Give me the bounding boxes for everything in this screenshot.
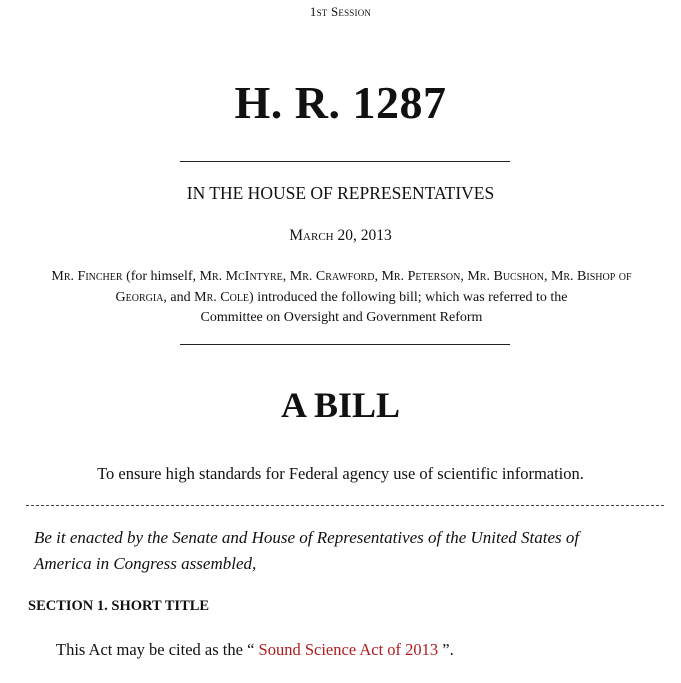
enacting-clause [34,525,664,577]
for-himself-text: (for himself, [122,269,200,284]
citation-text-before: This Act may be cited as the “ [56,640,259,659]
separator: , and [163,289,195,305]
session-label: 1st Session [309,4,372,19]
enacting-clause-line1: Be it enacted by the Senate and House of Representatives of the United States of [34,528,580,547]
chamber-heading: IN THE HOUSE OF REPRESENTATIVES [186,183,495,203]
cosponsor: Mr. Peterson [381,269,461,284]
top-divider [180,161,510,162]
committee-name: Committee on Oversight and Government Reform [200,310,483,325]
bottom-divider [180,344,510,345]
bill-title: A BILL [280,385,401,425]
bill-number: H. R. 1287 [234,77,447,128]
sponsor-name: Fincher [77,269,123,284]
separator: , [543,269,551,284]
cosponsor: Mr. Bishop of Georgia [115,269,632,305]
dotted-divider [26,505,664,506]
separator: , [374,269,382,284]
introduced-text: ) introduced the following bill; which was referred to the [249,289,568,305]
cosponsor: Mr. Cole [194,289,250,305]
short-title-link[interactable]: Sound Science Act of 2013 [258,640,439,659]
sponsor-title: Mr. [51,269,75,284]
separator: , [282,269,290,284]
cosponsor: Mr. Bucshon [467,269,544,284]
citation-text-after: ”. [438,640,454,659]
introduction-date: March 20, 2013 [289,227,392,244]
bill-purpose: To ensure high standards for Federal agency use of scientific information. [97,464,584,483]
separator: , [460,269,468,284]
citation-paragraph [56,640,454,660]
cosponsor: Mr. Crawford [289,269,375,284]
cosponsor: Mr. McIntyre [199,269,283,284]
sponsors-paragraph [26,267,657,329]
enacting-clause-line2: America in Congress assembled, [34,554,257,573]
section-heading: SECTION 1. SHORT TITLE [28,598,210,614]
